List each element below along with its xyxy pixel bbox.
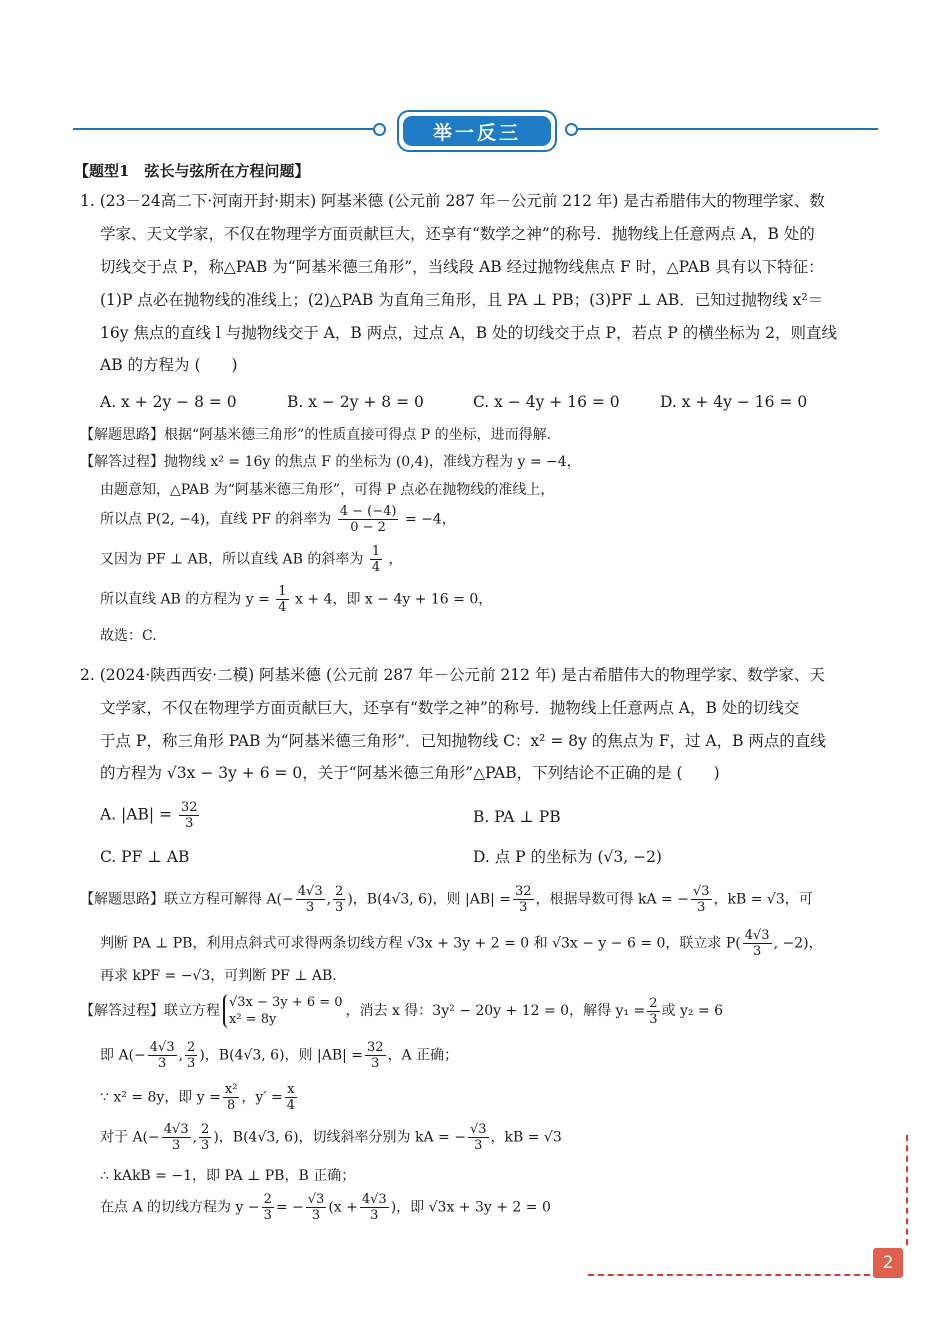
q2-option-d: D. 点 P 的坐标为 (√3, −2) xyxy=(473,848,662,866)
text: ，y′ = xyxy=(241,1089,283,1106)
q2-opt-a-text: A. |AB| = xyxy=(100,805,172,824)
denominator: 3 xyxy=(172,1138,181,1153)
fraction xyxy=(162,1122,191,1153)
q1-line-4: (1)P 点必在抛物线的准线上；(2)△PAB 为直角三角形，且 PA ⊥ PB；(3)PF ⊥ AB．已知过抛物线 x²＝ xyxy=(100,291,824,309)
fraction xyxy=(148,1040,177,1071)
numerator: 4√3 xyxy=(163,1122,189,1137)
banner-dot-left xyxy=(373,123,386,136)
fraction xyxy=(223,1082,240,1113)
numerator: √3 xyxy=(469,1122,487,1137)
text: (x + xyxy=(328,1199,358,1216)
numerator: √3 xyxy=(692,884,710,899)
q1-answer: 故选：C. xyxy=(100,628,157,644)
numerator: 4 − (−4) xyxy=(339,504,397,519)
q1-line-3: 切线交于点 P，称△PAB 为“阿基米德三角形”，当线段 AB 经过抛物线焦点 F 时，△PAB 具有以下特征： xyxy=(100,258,824,276)
q1-s5-tail: x + 4，即 x − 4y + 16 = 0， xyxy=(295,591,493,608)
fraction xyxy=(468,1122,489,1153)
q2-solution-idea-2 xyxy=(100,928,823,959)
q2-solution-step-1 xyxy=(80,994,723,1028)
q1-s5-text: 所以直线 AB 的方程为 y = xyxy=(100,591,270,608)
denominator: 3 xyxy=(263,1208,272,1223)
text: ，根据导数可得 kA = − xyxy=(535,891,689,908)
numerator: 32 xyxy=(180,800,198,815)
q1-line-1: 1. (23－24高二下·河南开封·期末) 阿基米德 (公元前 287 年－公元前 212 年) 是古希腊伟大的物理学家、数 xyxy=(80,192,825,210)
numerator: 2 xyxy=(649,995,658,1011)
text: ，kB = √3，可 xyxy=(713,891,813,908)
numerator: 2 xyxy=(335,884,344,899)
equation-2: x² = 8y xyxy=(229,1012,277,1027)
equation-1: √3x − 3y + 6 = 0 xyxy=(229,995,343,1010)
banner-line-right xyxy=(578,128,878,130)
numerator: √3 xyxy=(307,1192,325,1207)
fraction xyxy=(262,1192,274,1223)
q1-solution-step-1: 【解答过程】抛物线 x² = 16y 的焦点 F 的坐标为 (0,4)，准线方程为 y = −4， xyxy=(80,454,581,470)
denominator: 3 xyxy=(187,1056,196,1071)
numerator: 1 xyxy=(278,584,287,599)
text: = − xyxy=(275,1199,304,1216)
text: , xyxy=(192,1129,198,1146)
q2-line-2: 文学家，不仅在物理学方面贡献巨大，还享有“数学之神”的称号．抛物线上任意两点 A，B 处的切线交 xyxy=(100,699,800,717)
denominator: 3 xyxy=(371,1056,380,1071)
q1-line-2: 学家、天文学家，不仅在物理学方面贡献巨大，还享有“数学之神”的称号．抛物线上任意两点 A，B 处的 xyxy=(100,225,815,243)
text: , xyxy=(178,1047,184,1064)
text: )，即 √3x + 3y + 2 = 0 xyxy=(390,1199,551,1216)
section-title: 【题型1 弦长与弦所在方程问题】 xyxy=(74,162,310,180)
page-number: 2 xyxy=(873,1248,903,1278)
text: )，B(4√3, 6)，则 |AB| = xyxy=(199,1047,364,1064)
fraction xyxy=(365,1040,386,1071)
page-corner-dash-vertical xyxy=(906,1135,908,1245)
denominator: 3 xyxy=(311,1208,321,1223)
banner-dot-right xyxy=(565,123,578,136)
numerator: 32 xyxy=(367,1040,384,1055)
fraction xyxy=(276,584,288,615)
fraction xyxy=(179,800,200,831)
banner-line-left xyxy=(73,128,373,130)
q1-s3-result: = −4， xyxy=(404,511,456,528)
denominator: 3 xyxy=(185,816,194,831)
text: 或 y₂ = 6 xyxy=(661,1003,724,1019)
q2-option-c: C. PF ⊥ AB xyxy=(100,848,190,866)
denominator: 3 xyxy=(753,944,762,959)
fraction xyxy=(306,1192,327,1223)
q1-option-d: D. x + 4y − 16 = 0 xyxy=(660,393,808,411)
q2-option-a xyxy=(100,800,201,831)
q2-solution-step-3 xyxy=(100,1082,299,1113)
numerator: 1 xyxy=(371,544,381,559)
page-corner-dash-horizontal xyxy=(588,1274,870,1276)
q2-solution-step-5: ∴ kAkB = −1，即 PA ⊥ PB，B 正确； xyxy=(100,1168,356,1184)
denominator: 0 − 2 xyxy=(350,520,386,535)
banner-title: 举一反三 xyxy=(403,116,551,146)
fraction xyxy=(338,504,399,535)
text: 即 A(− xyxy=(100,1047,146,1064)
q1-s4-text: 又因为 PF ⊥ AB，所以直线 AB 的斜率为 xyxy=(100,551,364,568)
denominator: 3 xyxy=(335,900,344,915)
q1-solution-idea: 【解题思路】根据“阿基米德三角形”的性质直接可得点 P 的坐标，进而得解. xyxy=(80,427,552,443)
denominator: 4 xyxy=(371,560,381,575)
q2-line-1: 2. (2024·陕西西安·二模) 阿基米德 (公元前 287 年－公元前 212 年) 是古希腊伟大的物理学家、数学家、天 xyxy=(80,666,825,684)
denominator: 4 xyxy=(278,600,287,615)
fraction xyxy=(691,884,712,915)
denominator: 8 xyxy=(226,1098,236,1113)
denominator: 3 xyxy=(649,1011,658,1027)
q1-solution-step-5 xyxy=(100,584,492,615)
q1-solution-step-2: 由题意知，△PAB 为“阿基米德三角形”，可得 P 点必在抛物线的准线上， xyxy=(100,482,555,498)
text: , xyxy=(326,891,332,908)
q2-solution-step-2 xyxy=(100,1040,458,1071)
numerator: 4√3 xyxy=(744,928,770,943)
q2-solution-idea-3: 再求 kPF = −√3，可判断 PF ⊥ AB. xyxy=(100,968,337,984)
text: 【解题思路】联立方程可解得 A(− xyxy=(80,891,294,908)
fraction xyxy=(743,928,772,959)
fraction xyxy=(513,884,534,915)
q2-solution-step-6 xyxy=(100,1192,551,1223)
q1-line-5: 16y 焦点的直线 l 与抛物线交于 A，B 两点，过点 A，B 处的切线交于点 P，若点 P 的横坐标为 2，则直线 xyxy=(100,324,838,342)
q1-solution-step-4 xyxy=(100,544,403,575)
text: )，B(4√3, 6)，则 |AB| = xyxy=(347,891,512,908)
q1-s4-tail: ， xyxy=(388,551,403,568)
q2-solution-idea-1 xyxy=(80,884,813,915)
numerator: x xyxy=(287,1082,295,1097)
fraction xyxy=(360,1192,389,1223)
numerator: 4√3 xyxy=(149,1040,175,1055)
q1-line-6: AB 的方程为 ( ) xyxy=(100,356,238,374)
text: 判断 PA ⊥ PB，利用点斜式可求得两条切线方程 √3x + 3y + 2 = 0 和 √3x − y − 6 = 0，联立求 P( xyxy=(100,935,741,952)
text: 在点 A 的切线方程为 y − xyxy=(100,1199,260,1216)
denominator: 3 xyxy=(201,1138,210,1153)
text: , −2)， xyxy=(773,935,823,952)
denominator: 3 xyxy=(306,900,315,915)
text: ，消去 x 得：3y² − 20y + 12 = 0，解得 y₁ = xyxy=(345,1003,646,1019)
numerator: x² xyxy=(224,1082,238,1097)
fraction xyxy=(647,996,659,1027)
denominator: 3 xyxy=(519,900,528,915)
q2-line-3: 于点 P，称三角形 PAB 为“阿基米德三角形”．已知抛物线 C：x² = 8y 的焦点为 F，过 A，B 两点的直线 xyxy=(100,732,826,750)
section-banner xyxy=(397,110,557,152)
numerator: 2 xyxy=(201,1122,210,1137)
q1-option-c: C. x − 4y + 16 = 0 xyxy=(473,393,620,411)
text: 对于 A(− xyxy=(100,1129,160,1146)
denominator: 3 xyxy=(474,1138,483,1153)
text: 【解答过程】联立方程 xyxy=(80,1003,220,1019)
q2-solution-step-4 xyxy=(100,1122,562,1153)
denominator: 4 xyxy=(286,1098,295,1113)
equation-system xyxy=(223,994,343,1028)
fraction xyxy=(370,544,382,575)
fraction xyxy=(333,884,345,915)
numerator: 4√3 xyxy=(361,1192,387,1207)
text: ，A 正确； xyxy=(387,1047,459,1064)
text: ∵ x² = 8y，即 y = xyxy=(100,1089,221,1106)
numerator: 4√3 xyxy=(297,884,323,899)
q2-option-b: B. PA ⊥ PB xyxy=(473,808,561,826)
q2-line-4: 的方程为 √3x − 3y + 6 = 0，关于“阿基米德三角形”△PAB，下列结论不正确的是 ( ) xyxy=(100,764,720,782)
numerator: 32 xyxy=(515,884,532,899)
q1-solution-step-3 xyxy=(100,504,456,535)
numerator: 2 xyxy=(263,1192,272,1207)
denominator: 3 xyxy=(370,1208,379,1223)
denominator: 3 xyxy=(158,1056,167,1071)
fraction xyxy=(185,1040,197,1071)
text: )，B(4√3, 6)，切线斜率分别为 kA = − xyxy=(213,1129,466,1146)
q1-option-b: B. x − 2y + 8 = 0 xyxy=(287,393,424,411)
numerator: 2 xyxy=(187,1040,196,1055)
q1-s3-text: 所以点 P(2, −4)，直线 PF 的斜率为 xyxy=(100,511,332,528)
fraction xyxy=(285,1082,297,1113)
fraction xyxy=(199,1122,211,1153)
q1-option-a: A. x + 2y − 8 = 0 xyxy=(100,393,237,411)
denominator: 3 xyxy=(697,900,706,915)
text: ，kB = √3 xyxy=(490,1129,562,1146)
fraction xyxy=(296,884,325,915)
